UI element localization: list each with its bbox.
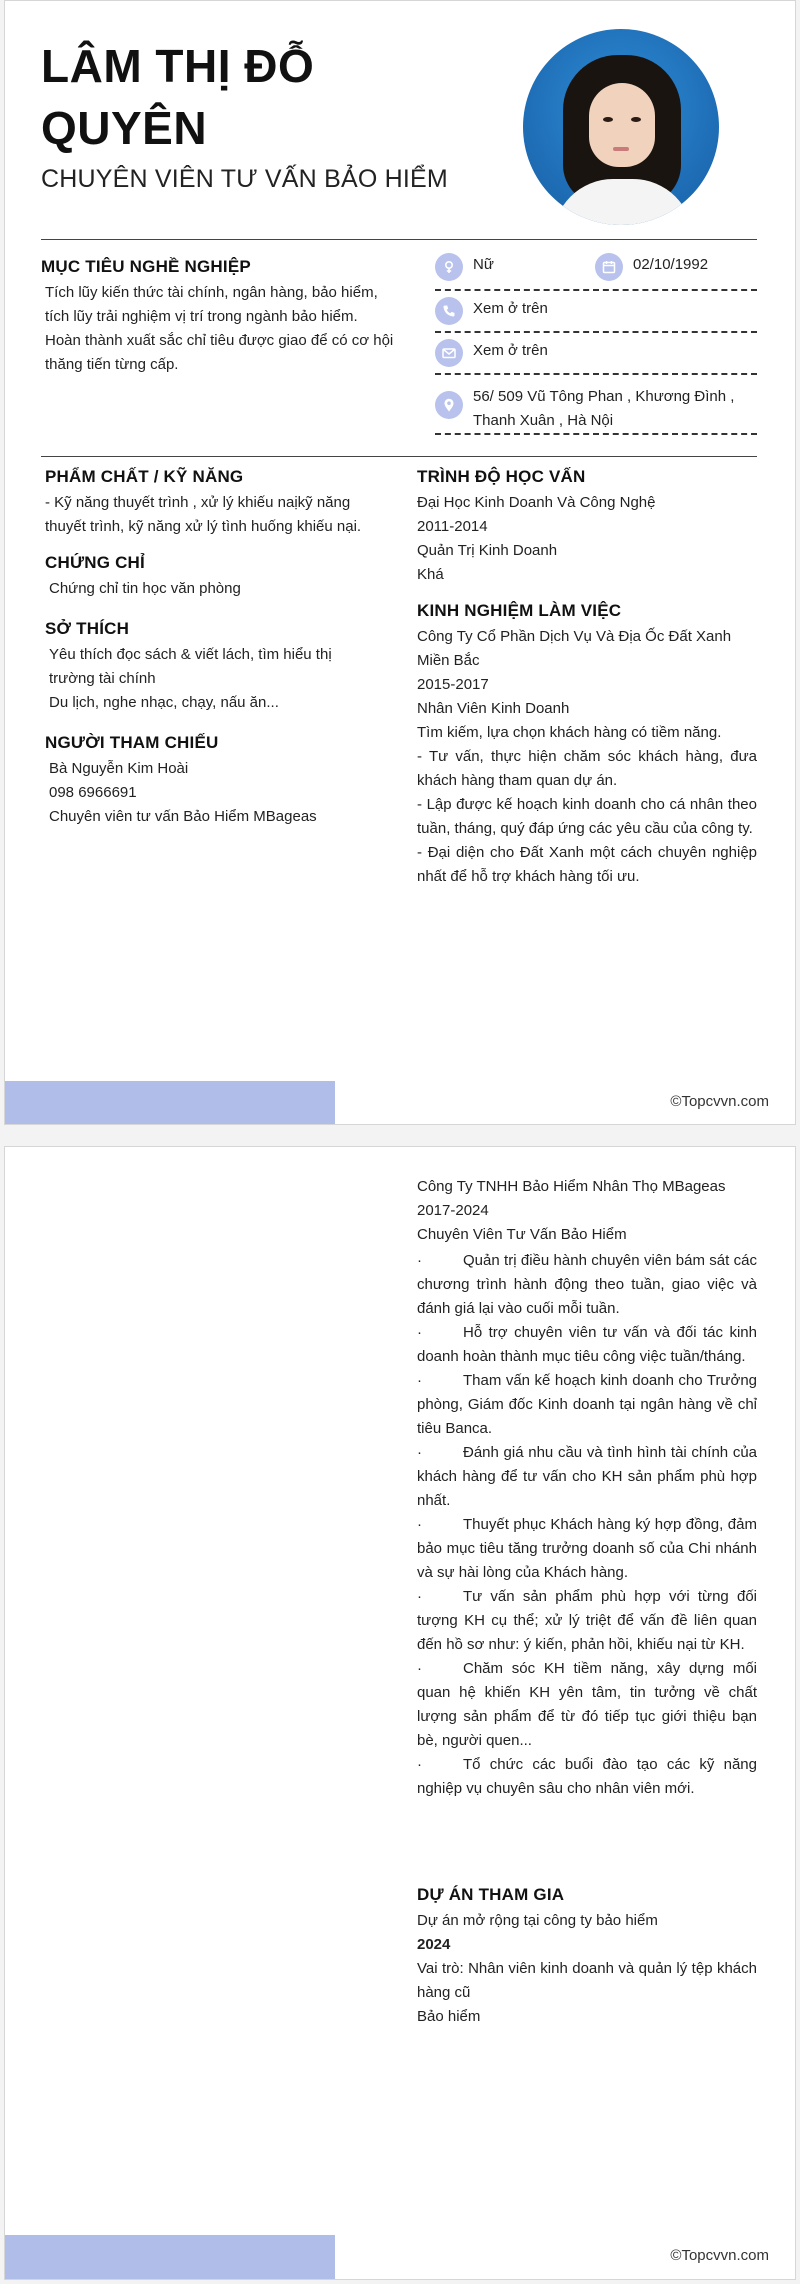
list-item: · Thuyết phục Khách hàng ký hợp đồng, đảm bảo mục tiêu tăng trưởng doanh số của Chi nhánh và sự hài lòng của Khách hàng. — [417, 1516, 757, 1581]
contact-phone: Xem ở trên — [435, 297, 548, 325]
footer-accent-bar — [5, 1081, 335, 1125]
projects-title: DỰ ÁN THAM GIA — [417, 1885, 565, 1904]
phone-icon — [435, 297, 463, 325]
reference-title: NGƯỜI THAM CHIẾU — [45, 733, 219, 752]
contact-address: 56/ 509 Vũ Tông Phan , Khương Đình , Thanh Xuân , Hà Nội — [435, 385, 734, 433]
education-title: TRÌNH ĐỘ HỌC VẤN — [417, 467, 586, 486]
objective-text: Tích lũy kiến thức tài chính, ngân hàng, bảo hiểm, tích lũy trải nghiệm vị trí trong ngành bảo hiểm. Hoàn thành xuất sắc chỉ tiêu được giao để có cơ hội thăng tiến từng cấp. — [45, 284, 394, 373]
experience-title: KINH NGHIỆM LÀM VIỆC — [417, 601, 622, 620]
contact-email: Xem ở trên — [435, 339, 548, 367]
list-item: · Tham vấn kế hoạch kinh doanh cho Trưởng phòng, Giám đốc Kinh doanh tại ngân hàng về chỉ tiêu Banca. — [417, 1372, 757, 1437]
resume-page-2 — [4, 1146, 796, 2280]
hobbies-text: Yêu thích đọc sách & viết lách, tìm hiểu thị trường tài chính Du lịch, nghe nhạc, chạy, nấu ăn... — [49, 646, 332, 711]
experience-job1: Công Ty Cổ Phần Dịch Vụ Và Địa Ốc Đất Xanh Miền Bắc 2015-2017 Nhân Viên Kinh Doanh Tìm kiếm, lựa chọn khách hàng có tiềm năng. - Tư vấn, thực hiện chăm sóc khách hàng, đưa khách hàng tham quan dự án. - Lập được kế hoạch kinh doanh cho cá nhân theo tuần, tháng, quý đáp ứng các yêu cầu của công ty. - Đại diện cho Đất Xanh một cách chuyên nghiệp nhất để hỗ trợ khách hàng tối ưu. — [417, 628, 757, 885]
list-item: · Tổ chức các buổi đào tạo các kỹ năng nghiệp vụ chuyên sâu cho nhân viên mới. — [417, 1756, 757, 1797]
objective-title: MỤC TIÊU NGHỀ NGHIỆP — [41, 257, 251, 276]
profile-photo — [523, 29, 719, 225]
contact-divider — [435, 373, 757, 375]
reference-text: Bà Nguyễn Kim Hoài 098 6966691 Chuyên viên tư vấn Bảo Hiểm MBageas — [49, 760, 317, 825]
footer-credit: ©Topcvvn.com — [670, 1093, 769, 1110]
list-item: · Hỗ trợ chuyên viên tư vấn và đối tác kinh doanh hoàn thành mục tiêu công việc tuần/tháng. — [417, 1324, 757, 1365]
certificates-text: Chứng chỉ tin học văn phòng — [49, 580, 241, 597]
footer-credit: ©Topcvvn.com — [670, 2247, 769, 2264]
contact-divider — [435, 331, 757, 333]
contact-divider — [435, 289, 757, 291]
list-item: · Chăm sóc KH tiềm năng, xây dựng mối quan hệ khiến KH yên tâm, tin tưởng về chất lượng sản phẩm để từ đó tiếp tục giới thiệu bạn bè, người quen... — [417, 1660, 757, 1749]
location-icon — [435, 391, 463, 419]
gender-icon — [435, 253, 463, 281]
email-icon — [435, 339, 463, 367]
job2-bullet-list — [417, 1249, 757, 1801]
contact-divider — [435, 433, 757, 435]
contact-gender: Nữ — [435, 253, 494, 281]
footer-accent-bar — [5, 2235, 335, 2279]
job-title: CHUYÊN VIÊN TƯ VẤN BẢO HIỂM — [41, 165, 448, 193]
projects-text: Dự án mở rộng tại công ty bảo hiểm 2024 Vai trò: Nhân viên kinh doanh và quản lý tệp khách hàng cũ Bảo hiểm — [417, 1912, 757, 2025]
divider-top — [41, 239, 757, 240]
hobbies-title: SỞ THÍCH — [45, 619, 130, 638]
calendar-icon — [595, 253, 623, 281]
list-item: · Quản trị điều hành chuyên viên bám sát các chương trình hành động theo tuần, giao việc và đánh giá lại vào cuối mỗi tuần. — [417, 1252, 757, 1317]
resume-page-1 — [4, 0, 796, 1125]
experience-job2: Công Ty TNHH Bảo Hiểm Nhân Thọ MBageas 2017-2024 Chuyên Viên Tư Vấn Bảo Hiểm · Quản trị điều hành chuyên viên bám sát các chương trình hành động theo tuần, giao việc và đánh giá lại vào cuối mỗi tuần. · Hỗ trợ chuyên viên tư vấn và đối tác kinh doanh hoàn thành mục tiêu công việc tuần/tháng. · Tham vấn kế hoạch kinh doanh cho Trưởng phòng, Giám đốc Kinh doanh tại ngân hàng về chỉ tiêu Banca. · Đánh giá nhu cầu và tình hình tài chính của khách hàng để tư vấn cho KH sản phẩm phù hợp nhất. · Thuyết phục Khách hàng ký hợp đồng, đảm bảo mục tiêu tăng trưởng doanh số của Chi nhánh và sự hài lòng của Khách hàng. · Tư vấn sản phẩm phù hợp với từng đối tượng KH cụ thể; xử lý triệt để vấn đề liên quan đến hồ sơ như: ý kiến, phản hồi, khiếu nại từ KH. · Chăm sóc KH tiềm năng, xây dựng mối quan hệ khiến KH yên tâm, tin tưởng về chất lượng sản phẩm để từ đó tiếp tục giới thiệu bạn bè, người quen... · Tổ chức các buổi đào tạo các kỹ năng nghiệp vụ chuyên sâu cho nhân viên mới. — [417, 1175, 757, 1801]
skills-text: - Kỹ năng thuyết trình , xử lý khiếu naịkỹ năng thuyết trình, kỹ năng xử lý tình huống khiếu nại. — [45, 494, 362, 535]
certificates-title: CHỨNG CHỈ — [45, 553, 145, 572]
divider-middle — [41, 456, 757, 457]
contact-dob: 02/10/1992 — [595, 253, 708, 281]
skills-title: PHẨM CHẤT / KỸ NĂNG — [45, 467, 244, 486]
candidate-name: LÂM THỊ ĐỖ QUYÊN — [41, 40, 315, 154]
education-text: Đại Học Kinh Doanh Và Công Nghệ 2011-2014 Quản Trị Kinh Doanh Khá — [417, 494, 656, 583]
list-item: · Tư vấn sản phẩm phù hợp với từng đối tượng KH cụ thể; xử lý triệt để vấn đề liên quan đến hồ sơ như: ý kiến, phản hồi, khiếu nại từ KH. — [417, 1588, 757, 1653]
list-item: · Đánh giá nhu cầu và tình hình tài chính của khách hàng để tư vấn cho KH sản phẩm phù hợp nhất. — [417, 1444, 757, 1509]
